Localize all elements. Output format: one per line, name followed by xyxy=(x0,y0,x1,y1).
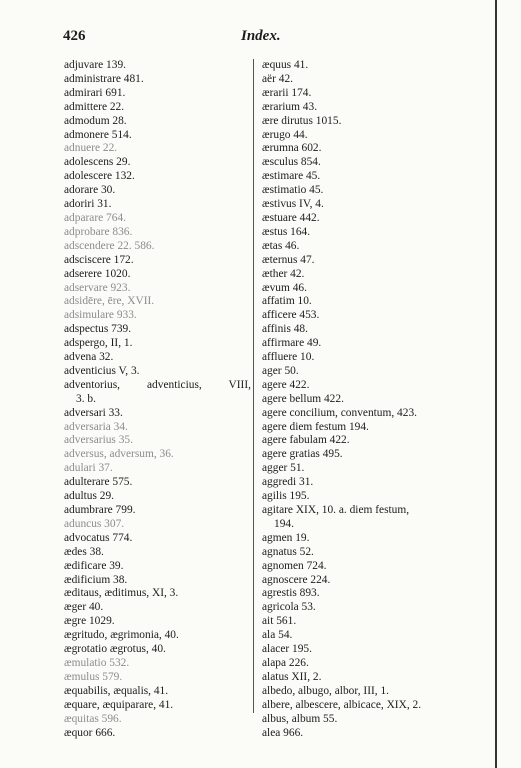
index-entry: adsimulare 933. xyxy=(64,309,137,322)
index-entry: agere bellum 422. xyxy=(262,392,344,405)
index-entry: ædes 38. xyxy=(64,545,104,558)
index-entry: affirmare 49. xyxy=(262,337,322,350)
index-entry: affluere 10. xyxy=(262,351,315,364)
index-entry: æstuare 442. xyxy=(262,211,320,224)
index-entry: æmulus 579. xyxy=(64,670,123,683)
index-entry: adjuvare 139. xyxy=(64,59,126,71)
running-title: Index. xyxy=(241,28,281,44)
index-entry: agger 51. xyxy=(262,462,305,475)
column-divider xyxy=(253,59,254,713)
index-entry: agrestis 893. xyxy=(262,587,320,600)
index-entry: æstus 164. xyxy=(262,225,311,238)
index-entry: adumbrare 799. xyxy=(64,504,136,516)
index-entry: advocatus 774. xyxy=(64,531,133,544)
index-entry: agilis 195. xyxy=(262,490,310,503)
index-entry: adversaria 34. xyxy=(64,420,128,433)
index-entry: adnuere 22. xyxy=(64,142,118,155)
index-entry: agere 422. xyxy=(262,378,310,391)
index-entry: æstimare 45. xyxy=(262,170,321,183)
index-entry: æstivus IV, 4. xyxy=(262,198,324,211)
index-entry: alacer 195. xyxy=(262,643,312,656)
index-entry: æquare, æquiparare, 41. xyxy=(64,698,174,711)
index-column-right xyxy=(262,59,462,740)
index-entry: alea 966. xyxy=(262,726,304,739)
index-entry: agmen 19. xyxy=(262,531,310,544)
index-entry: 194. xyxy=(274,517,294,530)
index-entry: 3. b. xyxy=(76,392,96,405)
index-entry: adoriri 31. xyxy=(64,198,112,211)
index-entry: adspectus 739. xyxy=(64,323,132,336)
index-entry: æger 40. xyxy=(64,601,104,614)
index-entry: æther 42. xyxy=(262,267,305,280)
index-entry: affinis 48. xyxy=(262,323,308,336)
index-entry: æquabilis, æqualis, 41. xyxy=(64,684,169,697)
index-entry: albere, albescere, albicace, XIX, 2. xyxy=(262,698,422,711)
index-entry: adservare 923. xyxy=(64,281,131,294)
index-entry: adversarius 35. xyxy=(64,434,133,447)
index-entry: affatim 10. xyxy=(262,295,312,308)
index-entry: ære dirutus 1015. xyxy=(262,114,342,127)
index-entry: æquitas 596. xyxy=(64,712,122,725)
index-entry: adolescens 29. xyxy=(64,156,131,169)
page-edge-rule xyxy=(495,0,497,768)
index-entry: aduncus 307. xyxy=(64,517,125,530)
index-entry: adulari 37. xyxy=(64,462,113,475)
index-entry: agricola 53. xyxy=(262,601,316,614)
index-entry: admodum 28. xyxy=(64,114,127,127)
index-entry: ala 54. xyxy=(262,629,293,642)
index-entry: admonere 514. xyxy=(64,128,132,141)
index-entry: admittere 22. xyxy=(64,100,125,113)
index-entry: adversus, adversum, 36. xyxy=(64,448,174,461)
index-entry: agere fabulam 422. xyxy=(262,434,350,447)
index-entry: ait 561. xyxy=(262,615,297,628)
index-entry: adsciscere 172. xyxy=(64,253,134,266)
index-entry: adversari 33. xyxy=(64,406,123,419)
index-entry: æsculus 854. xyxy=(262,156,321,169)
index-entry: ærarii 174. xyxy=(262,86,312,99)
index-entry: adolescere 132. xyxy=(64,170,135,183)
index-entry: ærarium 43. xyxy=(262,100,318,113)
index-entry: admirari 691. xyxy=(64,86,126,99)
index-entry: adsidēre, ēre, XVII. xyxy=(64,295,155,308)
index-entry: advena 32. xyxy=(64,351,114,364)
index-entry: adorare 30. xyxy=(64,184,116,197)
index-entry: agnoscere 224. xyxy=(262,573,331,586)
index-entry: adspergo, II, 1. xyxy=(64,337,133,350)
index-entry: albedo, albugo, albor, III, 1. xyxy=(262,684,390,697)
index-entry: æquor 666. xyxy=(64,726,116,739)
index-entry: æquus 41. xyxy=(262,59,309,71)
index-entry: alapa 226. xyxy=(262,656,309,669)
index-entry: ætas 46. xyxy=(262,239,300,252)
index-entry: ægre 1029. xyxy=(64,615,115,628)
index-entry: albus, album 55. xyxy=(262,712,338,725)
index-entry: aggredi 31. xyxy=(262,476,314,489)
index-entry: agnomen 724. xyxy=(262,559,327,572)
index-entry: ager 50. xyxy=(262,364,299,377)
index-entry: ærugo 44. xyxy=(262,128,308,141)
index-entry: agnatus 52. xyxy=(262,545,314,558)
index-entry: æditaus, æditimus, XI, 3. xyxy=(64,587,179,600)
page-number: 426 xyxy=(63,28,86,44)
index-entry: ædificium 38. xyxy=(64,573,128,586)
index-entry: adulterare 575. xyxy=(64,476,133,489)
index-column-left xyxy=(64,59,251,740)
index-entry: æternus 47. xyxy=(262,253,315,266)
index-entry: æmulatio 532. xyxy=(64,656,130,669)
index-entry: aër 42. xyxy=(262,72,293,85)
index-entry: adparare 764. xyxy=(64,211,126,224)
index-entry: agere concilium, conventum, 423. xyxy=(262,406,417,419)
index-entry: agere diem festum 194. xyxy=(262,420,369,433)
index-entry: adventicius V, 3. xyxy=(64,364,140,377)
index-entry: æstimatio 45. xyxy=(262,184,324,197)
index-entry: administrare 481. xyxy=(64,72,144,85)
index-entry: ærumna 602. xyxy=(262,142,322,155)
index-entry: agere gratias 495. xyxy=(262,448,343,461)
index-entry: adscendere 22. 586. xyxy=(64,239,155,252)
index-entry: ædificare 39. xyxy=(64,559,124,572)
index-entry: adventorius, adventicius, VIII, xyxy=(64,378,251,391)
index-entry: ægrotatio ægrotus, 40. xyxy=(64,643,166,656)
index-entry: agitare XIX, 10. a. diem festum, xyxy=(262,504,410,516)
index-entry: afficere 453. xyxy=(262,309,320,322)
index-entry: adprobare 836. xyxy=(64,225,133,238)
index-entry: alatus XII, 2. xyxy=(262,670,322,683)
index-entry: ævum 46. xyxy=(262,281,307,294)
index-entry: adserere 1020. xyxy=(64,267,131,280)
index-entry: adultus 29. xyxy=(64,490,114,503)
index-entry: ægritudo, ægrimonia, 40. xyxy=(64,629,179,642)
